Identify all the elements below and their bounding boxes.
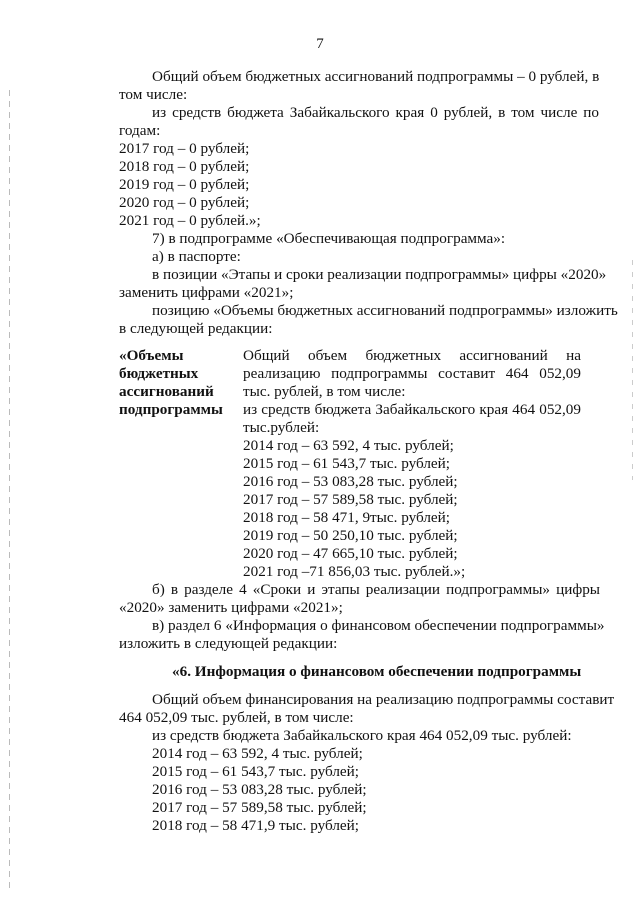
year-line: 2017 год – 0 рублей;: [119, 140, 250, 157]
year-line: 2016 год – 53 083,28 тыс. рублей;: [152, 781, 367, 798]
year-line: 2014 год – 63 592, 4 тыс. рублей;: [152, 745, 363, 762]
table-label: «Объемы: [119, 347, 184, 364]
item-7: 7) в подпрограмме «Обеспечивающая подпрограмма»:: [152, 230, 506, 247]
item-7a: а) в паспорте:: [152, 248, 241, 265]
table-text: из средств бюджета Забайкальского края 464 052,09: [243, 401, 581, 418]
year-line: 2017 год – 57 589,58 тыс. рублей;: [152, 799, 367, 816]
scan-edge-right: [632, 260, 633, 480]
paragraph-line: из средств бюджета Забайкальского края 464 052,09 тыс. рублей:: [152, 727, 572, 744]
table-year-line: 2018 год – 58 471, 9тыс. рублей;: [243, 509, 451, 526]
page-number: 7: [316, 36, 324, 52]
paragraph-line: в следующей редакции:: [119, 320, 273, 337]
paragraph-line: изложить в следующей редакции:: [119, 635, 338, 652]
table-text: реализацию подпрограммы составит 464 052,09: [243, 365, 581, 382]
paragraph-line: годам:: [119, 122, 161, 139]
table-year-line: 2021 год –71 856,03 тыс. рублей.»;: [243, 563, 466, 580]
table-year-line: 2015 год – 61 543,7 тыс. рублей;: [243, 455, 451, 472]
paragraph-line: б) в разделе 4 «Сроки и этапы реализации подпрограммы» цифры: [152, 581, 600, 598]
table-label: подпрограммы: [119, 401, 223, 418]
section-heading: «6. Информация о финансовом обеспечении подпрограммы: [172, 663, 582, 680]
scan-edge-left: [9, 90, 10, 890]
table-text: тыс. рублей, в том числе:: [243, 383, 406, 400]
table-year-line: 2020 год – 47 665,10 тыс. рублей;: [243, 545, 458, 562]
table-text: Общий объем бюджетных ассигнований на: [243, 347, 581, 364]
paragraph-line: Общий объем финансирования на реализацию подпрограммы составит: [152, 691, 615, 708]
paragraph-line: Общий объем бюджетных ассигнований подпрограммы – 0 рублей, в: [152, 68, 600, 85]
paragraph-line: «2020» заменить цифрами «2021»;: [119, 599, 343, 616]
year-line: 2021 год – 0 рублей.»;: [119, 212, 261, 229]
table-year-line: 2014 год – 63 592, 4 тыс. рублей;: [243, 437, 454, 454]
table-year-line: 2017 год – 57 589,58 тыс. рублей;: [243, 491, 458, 508]
year-line: 2018 год – 0 рублей;: [119, 158, 250, 175]
paragraph-line: позицию «Объемы бюджетных ассигнований подпрограммы» изложить: [152, 302, 618, 319]
year-line: 2018 год – 58 471,9 тыс. рублей;: [152, 817, 360, 834]
paragraph-line: в позиции «Этапы и сроки реализации подпрограммы» цифры «2020»: [152, 266, 607, 283]
paragraph-line: 464 052,09 тыс. рублей, в том числе:: [119, 709, 354, 726]
paragraph-line: заменить цифрами «2021»;: [119, 284, 294, 301]
year-line: 2020 год – 0 рублей;: [119, 194, 250, 211]
table-label: ассигнований: [119, 383, 214, 400]
year-line: 2015 год – 61 543,7 тыс. рублей;: [152, 763, 360, 780]
paragraph-line: том числе:: [119, 86, 188, 103]
year-line: 2019 год – 0 рублей;: [119, 176, 250, 193]
table-text: тыс.рублей:: [243, 419, 320, 436]
paragraph-line: в) раздел 6 «Информация о финансовом обеспечении подпрограммы»: [152, 617, 605, 634]
paragraph-line: из средств бюджета Забайкальского края 0 рублей, в том числе по: [152, 104, 599, 121]
table-label: бюджетных: [119, 365, 199, 382]
table-year-line: 2019 год – 50 250,10 тыс. рублей;: [243, 527, 458, 544]
table-year-line: 2016 год – 53 083,28 тыс. рублей;: [243, 473, 458, 490]
